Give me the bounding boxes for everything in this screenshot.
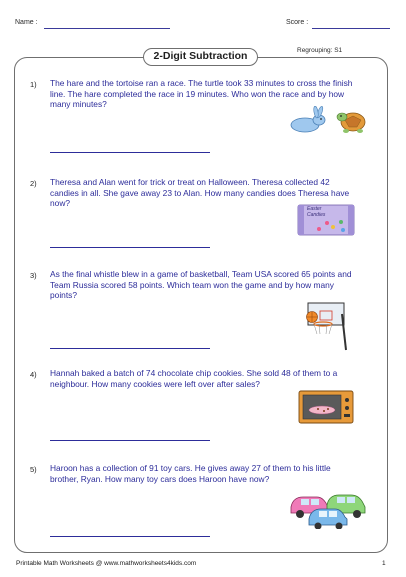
candy-box-icon — [297, 203, 357, 242]
question-number: 5) — [30, 465, 37, 474]
page-number: 1 — [382, 560, 386, 567]
basketball-hoop-icon — [300, 300, 350, 357]
question-text: Theresa and Alan went for trick or treat on Halloween. Theresa collected 42 candies in all. She gave away 23 to Alan. How many candies does Theresa have now? — [50, 177, 350, 208]
name-field[interactable] — [44, 28, 170, 29]
question-number: 3) — [30, 271, 37, 280]
score-label: Score : — [286, 19, 309, 26]
candy-box-label: Easter Candies — [307, 206, 326, 218]
name-label: Name : — [15, 19, 38, 26]
oven-icon — [298, 390, 354, 431]
answer-line[interactable] — [50, 440, 210, 441]
question-text: Hannah baked a batch of 74 chocolate chip cookies. She sold 48 of them to a neighbour. How many cookies were left over after sales? — [50, 368, 338, 389]
worksheet-title: 2-Digit Subtraction — [143, 48, 258, 66]
answer-line[interactable] — [50, 348, 210, 349]
footer-text: Printable Math Worksheets @ www.mathworksheets4kids.com — [16, 560, 197, 567]
answer-line[interactable] — [50, 247, 210, 248]
hare-tortoise-icon — [283, 106, 373, 141]
answer-line[interactable] — [50, 152, 210, 153]
regrouping-label: Regrouping: S1 — [297, 47, 343, 54]
question-number: 1) — [30, 80, 37, 89]
answer-line[interactable] — [50, 536, 210, 537]
toy-cars-icon — [287, 485, 367, 534]
question-text: As the final whistle blew in a game of basketball, Team USA scored 65 points and Team Russia scored 58 points. Which team won the game and by how many points? — [50, 269, 352, 300]
score-field[interactable] — [312, 28, 390, 29]
question-number: 4) — [30, 370, 37, 379]
question-text: The hare and the tortoise ran a race. The turtle took 33 minutes to cross the finish line. The hare completed the race in 19 minutes. Who won the race and by how many minutes? — [50, 78, 353, 109]
question-number: 2) — [30, 179, 37, 188]
question-text: Haroon has a collection of 91 toy cars. He gives away 27 of them to his little brother, Ryan. How many toy cars does Haroon have now? — [50, 463, 331, 484]
